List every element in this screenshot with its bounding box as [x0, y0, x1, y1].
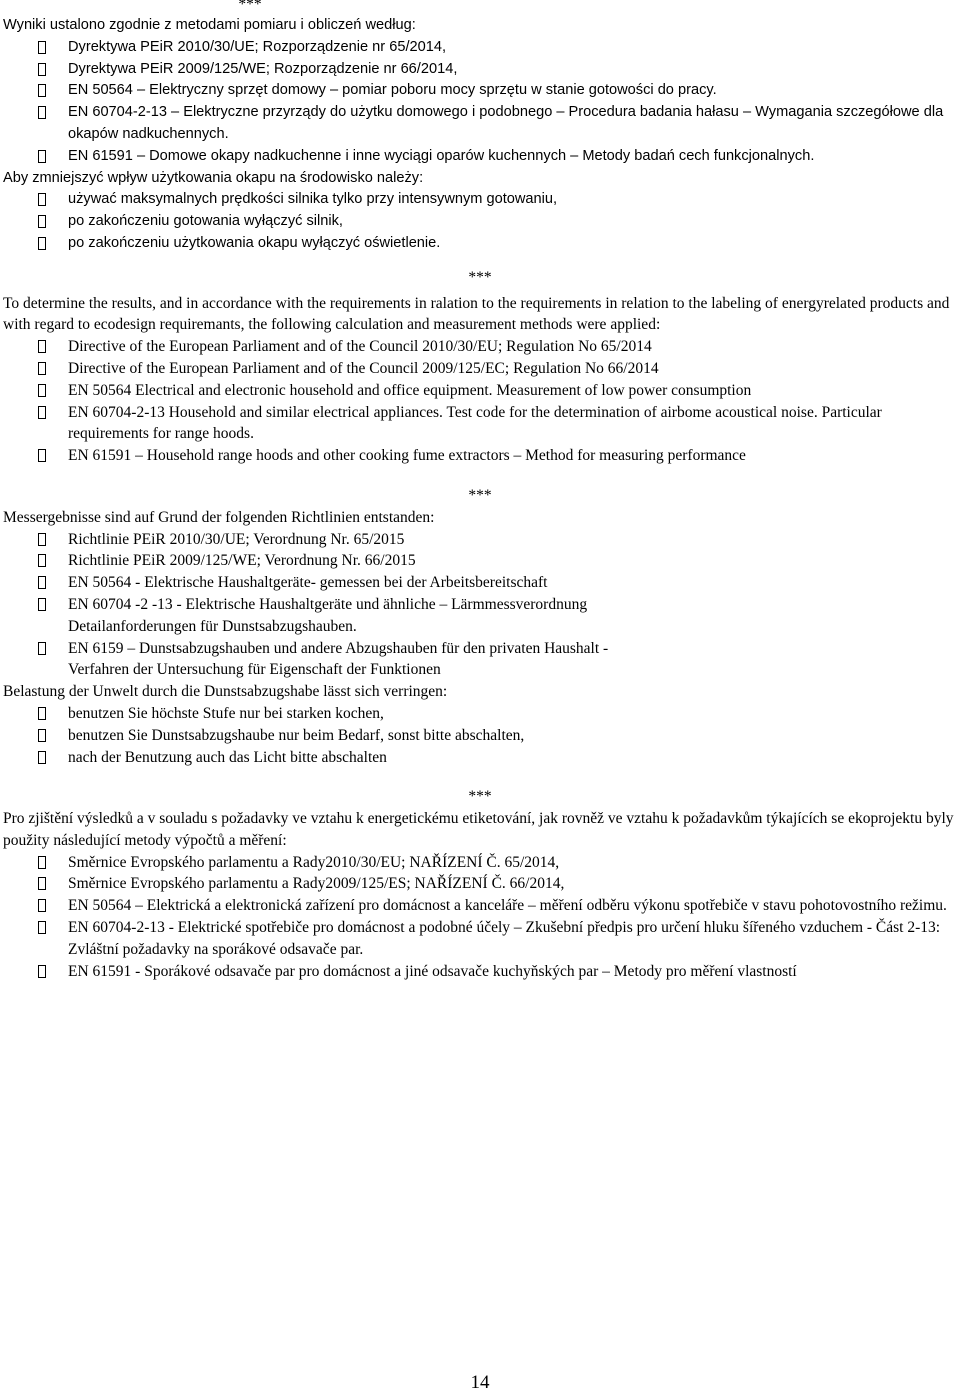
bullet-icon	[38, 642, 46, 655]
list-item: używać maksymalnych prędkości silnika tylko przy intensywnym gotowaniu,	[3, 189, 957, 211]
bullet-icon	[38, 41, 46, 54]
list-item: EN 61591 - Sporákové odsavače par pro domácnost a jiné odsavače kuchyňských par – Metody pro měření vlastností	[3, 961, 957, 983]
list-item: EN 50564 – Elektrická a elektronická zařízení pro domácnost a kanceláře – měření odběru výkonu spotřebiče v stavu pohotovostního režimu.	[3, 895, 957, 917]
list-item: EN 60704-2-13 Household and similar electrical appliances. Test code for the determination of airbome acoustical noise. Particular requirements for range hoods.	[3, 402, 957, 446]
section-german	[3, 507, 957, 769]
bullet-icon	[38, 533, 46, 546]
list-item: EN 60704 -2 -13 - Elektrische Haushaltgeräte und ähnliche – Lärmmessverordnung Detailanforderungen für Dunstsabzugshauben.	[3, 594, 957, 638]
section-intro: To determine the results, and in accordance with the requirements in ralation to the requirements in relation to the labeling of energyrelated products and with regard to ecodesign requiremants, the following calculation and measurement methods were applied:	[3, 294, 950, 334]
bullet-icon	[38, 362, 46, 375]
bullet-icon	[38, 856, 46, 869]
list-item: EN 6159 – Dunstsabzugshauben und andere Abzugshauben für den privaten Haushalt - Verfahren der Untersuchung für Eigenschaft der Funktionen	[3, 638, 957, 682]
section-intro: Pro zjištění výsledků a v souladu s požadavky ve vztahu k energetickému etiketování, jak rovněž ve vztahu k požadavkům týkajících se ekoprojektu byly použity následující metody výpočtů a měření:	[3, 810, 954, 849]
bullet-icon	[38, 598, 46, 611]
bullet-icon	[38, 576, 46, 589]
bullet-icon	[38, 965, 46, 978]
section-intro-2: Belastung der Unwelt durch die Dunstsabzugshabe lässt sich verringen:	[3, 683, 448, 701]
list-item: EN 61591 – Domowe okapy nadkuchenne i inne wyciągi oparów kuchennych – Metody badań cech funkcjonalnych.	[3, 146, 957, 168]
list-item: po zakończeniu użytkowania okapu wyłączyć oświetlenie.	[3, 233, 957, 255]
standards-list	[3, 336, 957, 467]
list-item: benutzen Sie höchste Stufe nur bei starken kochen,	[3, 703, 957, 725]
section-separator: ***	[468, 486, 492, 504]
bullet-icon	[38, 384, 46, 397]
list-item: Directive of the European Parliament and of the Council 2009/125/EC; Regulation No 66/2014	[3, 358, 957, 380]
bullet-icon	[38, 751, 46, 764]
section-intro: Messergebnisse sind auf Grund der folgenden Richtlinien entstanden:	[3, 508, 435, 526]
bullet-icon	[38, 554, 46, 567]
bullet-icon	[38, 84, 46, 97]
list-item: EN 50564 – Elektryczny sprzęt domowy – pomiar poboru mocy sprzętu w stanie gotowości do pracy.	[3, 80, 957, 102]
list-item: Směrnice Evropského parlamentu a Rady2009/125/ES; NAŘÍZENÍ Č. 66/2014,	[3, 873, 957, 895]
bullet-icon	[38, 215, 46, 228]
list-item: EN 60704-2-13 - Elektrické spotřebiče pro domácnost a podobné účely – Zkušební předpis pro určení hluku šířeného vzduchem - Část 2-13: Zvláštní požadavky na sporákové odsavače par.	[3, 917, 957, 961]
standards-list	[3, 852, 957, 983]
list-item: Richtlinie PEiR 2010/30/UE; Verordnung Nr. 65/2015	[3, 529, 957, 551]
list-item: EN 60704-2-13 – Elektryczne przyrządy do użytku domowego i podobnego – Procedura badania hałasu – Wymagania szczegółowe dla okapów nadkuchennych.	[3, 102, 957, 146]
list-item: Directive of the European Parliament and of the Council 2010/30/EU; Regulation No 65/2014	[3, 336, 957, 358]
list-item: Richtlinie PEiR 2009/125/WE; Verordnung Nr. 66/2015	[3, 550, 957, 572]
document-page	[3, 0, 957, 982]
bullet-icon	[38, 406, 46, 419]
section-intro: Wyniki ustalono zgodnie z metodami pomiaru i obliczeń według:	[3, 17, 416, 33]
section-czech	[3, 808, 957, 982]
bullet-icon	[38, 707, 46, 720]
bullet-icon	[38, 237, 46, 250]
recommendations-list	[3, 703, 957, 768]
standards-list	[3, 37, 957, 168]
bullet-icon	[38, 193, 46, 206]
bullet-icon	[38, 150, 46, 163]
list-item: benutzen Sie Dunstsabzugshaube nur beim Bedarf, sonst bitte abschalten,	[3, 725, 957, 747]
bullet-icon	[38, 899, 46, 912]
list-item: Dyrektywa PEiR 2009/125/WE; Rozporządzenie nr 66/2014,	[3, 59, 957, 81]
recommendations-list	[3, 189, 957, 254]
list-item: Směrnice Evropského parlamentu a Rady2010/30/EU; NAŘÍZENÍ Č. 65/2014,	[3, 852, 957, 874]
section-separator: ***	[468, 788, 492, 806]
bullet-icon	[38, 106, 46, 119]
section-intro-2: Aby zmniejszyć wpływ użytkowania okapu na środowisko należy:	[3, 169, 424, 186]
list-item: EN 50564 - Elektrische Haushaltgeräte- gemessen bei der Arbeitsbereitschaft	[3, 572, 957, 594]
standards-list	[3, 529, 957, 682]
bullet-icon	[38, 449, 46, 462]
section-separator: ***	[238, 0, 262, 13]
bullet-icon	[38, 921, 46, 934]
page-number: 14	[470, 1372, 490, 1393]
list-item: EN 61591 – Household range hoods and other cooking fume extractors – Method for measuring performance	[3, 445, 957, 467]
list-item: Dyrektywa PEiR 2010/30/UE; Rozporządzenie nr 65/2014,	[3, 37, 957, 59]
list-item: po zakończeniu gotowania wyłączyć silnik,	[3, 211, 957, 233]
list-item: nach der Benutzung auch das Licht bitte abschalten	[3, 747, 957, 769]
bullet-icon	[38, 729, 46, 742]
list-item: EN 50564 Electrical and electronic household and office equipment. Measurement of low power consumption	[3, 380, 957, 402]
section-separator: ***	[468, 268, 492, 286]
section-english	[3, 293, 957, 467]
bullet-icon	[38, 877, 46, 890]
bullet-icon	[38, 340, 46, 353]
section-polish	[3, 0, 957, 255]
bullet-icon	[38, 63, 46, 76]
